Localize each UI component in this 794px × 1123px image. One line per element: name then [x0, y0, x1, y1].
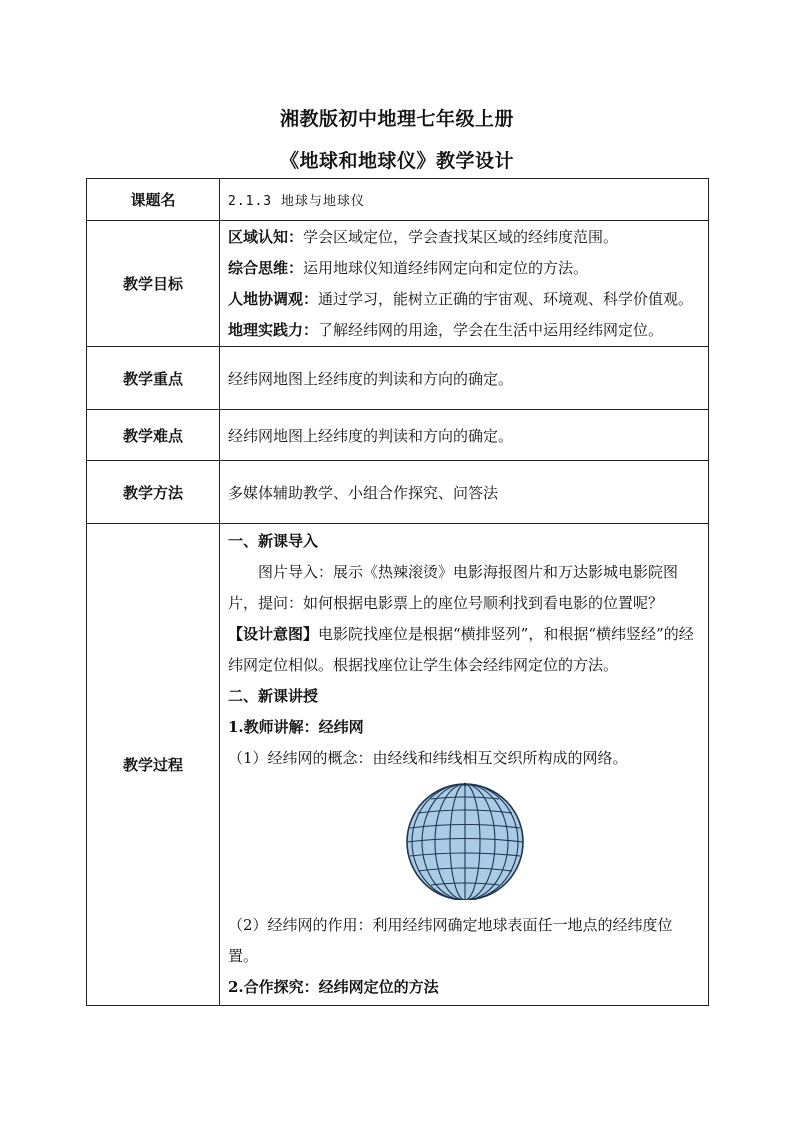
topic-text: 2.1.3 地球与地球仪: [228, 194, 365, 209]
value-topic: [220, 179, 709, 221]
label-method: 教学方法: [87, 461, 220, 524]
section-title: 二、新课讲授: [228, 687, 319, 705]
goal-item: 地理实践力：了解经纬网的用途，学会在生活中运用经纬网定位。: [228, 320, 664, 339]
goal-item: 区域认知：学会区域定位，学会查找某区域的经纬度范围。: [228, 227, 619, 246]
list-item: （1）经纬网的概念：由经线和纬线相互交织所构成的网络。: [228, 749, 628, 767]
row-difficult: [87, 410, 709, 461]
row-method: [87, 461, 709, 524]
label-difficult: 教学难点: [87, 410, 220, 461]
section-title: 一、新课导入: [228, 532, 319, 550]
subsection-title: 2.合作探究：经纬网定位的方法: [228, 978, 439, 996]
list-item: （2）经纬网的作用：利用经纬网确定地球表面任一地点的经纬度位置。: [228, 916, 673, 965]
globe-illustration: [228, 774, 702, 910]
label-goals: 教学目标: [87, 221, 220, 347]
goal-item: 综合思维：运用地球仪知道经纬网定向和定位的方法。: [228, 258, 589, 277]
row-key: [87, 347, 709, 410]
paragraph: 图片导入：展示《热辣滚烫》电影海报图片和万达影城电影院图片，提问：如何根据电影票上的座位号顺利找到看电影的位置呢？: [228, 563, 679, 612]
row-goals: [87, 221, 709, 347]
goal-item: 人地协调观：通过学习，能树立正确的宇宙观、环境观、科学价值观。: [228, 289, 694, 308]
label-topic: 课题名: [87, 179, 220, 221]
document-subtitle: 《地球和地球仪》教学设计: [279, 150, 514, 172]
row-process: [87, 524, 709, 1006]
label-process: 教学过程: [87, 524, 220, 1006]
document-title: 湘教版初中地理七年级上册: [279, 108, 514, 130]
value-goals: [220, 221, 709, 347]
subsection-title: 1.教师讲解：经纬网: [228, 718, 364, 736]
value-method: 多媒体辅助教学、小组合作探究、问答法: [220, 461, 709, 524]
design-intent: 【设计意图】电影院找座位是根据“横排竖列”，和根据“横纬竖经”的经纬网定位相似。根据找座位让学生体会经纬网定位的方法。: [228, 625, 694, 674]
value-process: [220, 524, 709, 1006]
value-key: 经纬网地图上经纬度的判读和方向的确定。: [220, 347, 709, 410]
row-topic: [87, 179, 709, 221]
label-key: 教学重点: [87, 347, 220, 410]
globe-icon: [402, 780, 528, 900]
lesson-plan-table: [86, 178, 709, 1006]
value-difficult: 经纬网地图上经纬度的判读和方向的确定。: [220, 410, 709, 461]
